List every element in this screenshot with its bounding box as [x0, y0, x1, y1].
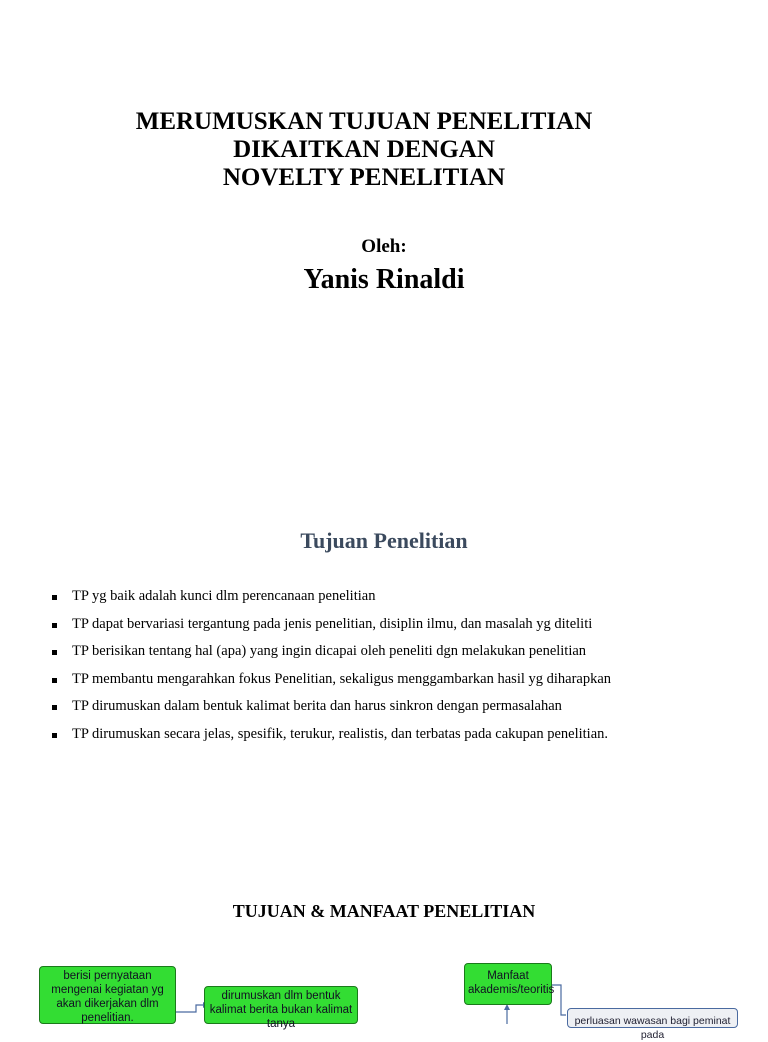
diagram-box-wawasan: perluasan wawasan bagi peminat pada: [567, 1008, 738, 1028]
list-item-text: TP membantu mengarahkan fokus Penelitian, sekaligus menggambarkan hasil yg diharapkan: [72, 670, 612, 687]
connector-line: [176, 1005, 203, 1012]
list-item-text: TP yg baik adalah kunci dlm perencanaan penelitian: [72, 588, 376, 604]
diagram-box-manfaat: Manfaat akademis/teoritis: [464, 963, 552, 1005]
diagram-box-definition: berisi pernyataan mengenai kegiatan yg akan dikerjakan dlm penelitian.: [39, 966, 176, 1024]
list-item-text: TP dirumuskan dalam bentuk kalimat berita dan harus sinkron dengan permasalahan: [72, 698, 562, 714]
diagram-box-format: dirumuskan dlm bentuk kalimat berita bukan kalimat tanya: [204, 986, 358, 1024]
author-name: Yanis Rinaldi: [303, 264, 465, 295]
list-item-text: TP dirumuskan secara jelas, spesifik, terukur, realistis, dan terbatas pada cakupan penelitian.: [72, 725, 609, 742]
title-line-3: NOVELTY PENELITIAN: [222, 164, 506, 191]
title-line-1: MERUMUSKAN TUJUAN PENELITIAN: [135, 108, 593, 135]
section-title-tujuan: Tujuan Penelitian: [300, 528, 468, 553]
title-line-2: DIKAITKAN DENGAN: [233, 136, 495, 163]
section-title-manfaat: TUJUAN & MANFAAT PENELITIAN: [232, 901, 536, 921]
byline-label: Oleh:: [361, 236, 407, 257]
list-item-text: TP berisikan tentang hal (apa) yang ingin dicapai oleh peneliti dgn melakukan penelitian: [72, 643, 587, 659]
list-item-text: TP dapat bervariasi tergantung pada jenis penelitian, disiplin ilmu, dan masalah yg diteliti: [72, 615, 593, 632]
